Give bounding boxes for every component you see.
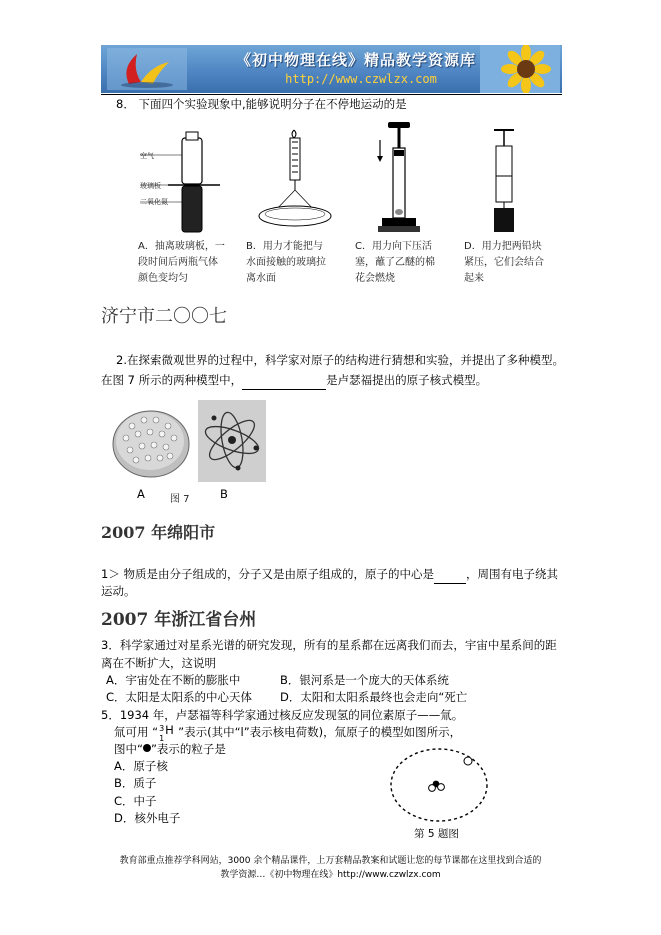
taizhou-q5-line2: 氚可用 “ 3 1 H ”表示(其中“l”表示核电荷数)，氚原子的模型如图所示， [114,723,462,743]
banner-title: 《初中物理在线》精品教学资源库 [235,51,476,69]
footer-line1: 教育部重点推荐学科网站，3000 余个精品课件，上万套精品教案和试题让您的每节课都在这里找到合适的 [119,856,542,866]
q8-stem: 8． 下面四个实验现象中,能够说明分子在不停地运动的是 [116,97,407,111]
taizhou-q3-option-c[interactable]: C．太阳是太阳系的中心天体 [106,690,253,704]
particle-dot-icon [143,744,151,752]
jining-q2-line2: 在图 7 所示的两种模型中， 是卢瑟福提出的原子核式模型。 [101,372,487,390]
section-heading-mianyang: 2007 年绵阳市 [101,523,216,542]
section-heading-jining: 济宁市二〇〇七 [101,306,227,327]
taizhou-q5-option-b[interactable]: B．质子 [114,776,157,790]
taizhou-q3-line1: 3．科学家通过对星系光谱的研究发现，所有的星系都在远离我们而去，宇宙中星系间的距 [101,638,557,652]
fig7-label-b: B [220,487,228,501]
footer-line2: 教学资源…《初中物理在线》http://www.czwlzx.com [220,870,441,880]
header-banner [101,45,562,93]
fig7-nuclear-model [198,400,266,482]
q8-figure-b [258,128,338,238]
mianyang-q1-line2: 运动。 [101,584,136,598]
q8-option-d[interactable]: D．用力把两铅块 紧压，它们会结合 起来 [464,241,544,284]
section-heading-taizhou: 2007 年浙江省台州 [101,610,257,630]
label-air: 空气 [140,152,154,160]
fig7-plum-pudding-model [110,404,192,480]
answer-blank[interactable] [242,372,326,390]
taizhou-q3-option-b[interactable]: B．银河系是一个庞大的天体系统 [280,673,449,687]
label-glass: 玻璃板 [140,182,161,190]
mianyang-q1-line1: 1＞ 物质是由分子组成的，分子又是由原子组成的，原子的中心是 ，周围有电子绕其 [101,566,558,584]
taizhou-q5-line1: 5．1934 年，卢瑟福等科学家通过核反应发现氢的同位素原子——氚。 [101,708,464,722]
taizhou-q5-option-d[interactable]: D．核外电子 [114,811,181,825]
label-no2: 二氧化氮 [140,198,168,206]
q8-option-a[interactable]: A．抽离玻璃板，一 段时间后两瓶气体 颜色变均匀 [138,241,225,284]
header-rule [101,94,562,95]
q8-figure-d [480,124,530,238]
answer-blank[interactable] [434,566,466,584]
q8-option-b[interactable]: B．用力才能把与 水面接触的玻璃拉 离水面 [246,241,326,284]
fig5-tritium-model [388,745,490,825]
taizhou-q3-option-a[interactable]: A．宇宙处在不断的膨胀中 [106,673,241,687]
site-logo-icon [107,48,187,90]
fig7-label-a: A [137,487,145,501]
sunflower-icon [480,45,560,93]
fig5-caption: 第 5 题图 [414,828,459,840]
taizhou-q5-line3: 图中“ ”表示的粒子是 [114,742,226,756]
footer-url-link[interactable]: http://www.czwlzx.com [337,870,441,880]
taizhou-q3-option-d[interactable]: D．太阳和太阳系最终也会走向“死亡 [280,690,468,704]
fig7-caption: 图 7 [170,494,190,505]
jining-q2-line1: 2.在探索微观世界的过程中，科学家对原子的结构进行猜想和实验，并提出了多种模型。 [116,353,564,367]
taizhou-q5-option-c[interactable]: C．中子 [114,794,157,808]
tritium-symbol: 3 1 H [159,723,174,743]
taizhou-q3-line2: 离在不断扩大，这说明 [101,656,216,670]
banner-url[interactable]: http://www.czwlzx.com [285,72,437,86]
q8-figure-c [374,120,424,240]
q8-option-c[interactable]: C．用力向下压活 塞，蘸了乙醚的棉 花会燃烧 [355,241,435,284]
taizhou-q5-option-a[interactable]: A．原子核 [114,759,168,773]
